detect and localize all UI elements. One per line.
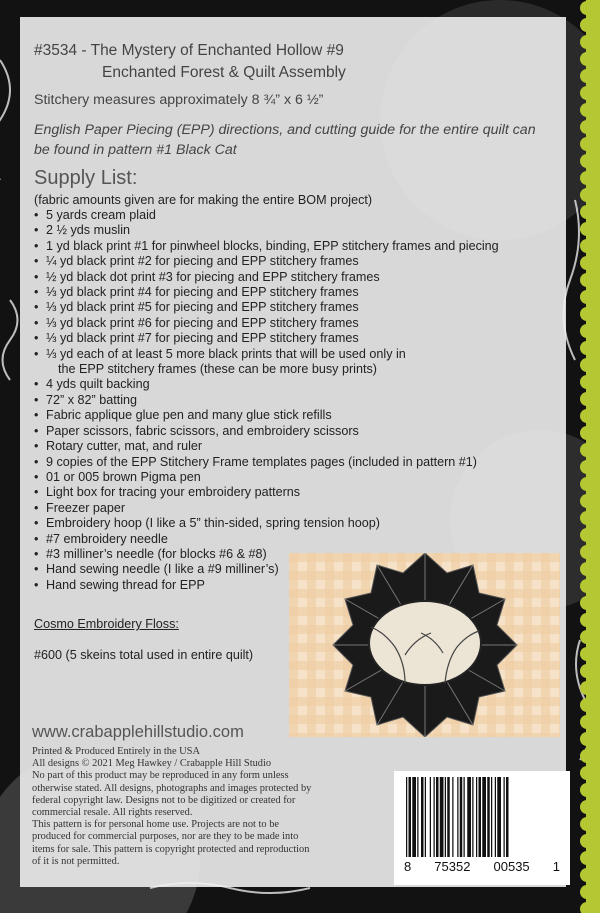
list-item: • ½ yd black dot print #3 for piecing and EPP stitchery frames [34, 270, 554, 285]
page-title [34, 40, 346, 84]
list-item: • Freezer paper [34, 501, 554, 516]
list-item: • #3 milliner’s needle (for blocks #6 & #8) [34, 547, 554, 562]
list-item: • 2 ½ yds muslin [34, 223, 554, 238]
legal-line: otherwise stated. All designs, photographs and images protected by [32, 782, 312, 794]
list-item: • 72” x 82” batting [34, 393, 554, 408]
legal-text [32, 746, 392, 868]
list-item: • #7 embroidery needle [34, 532, 554, 547]
barcode-digits [404, 859, 560, 874]
list-item-line-2: the EPP stitchery frames (these can be more busy prints) [58, 362, 377, 377]
barcode-bars [404, 777, 560, 859]
barcode-digit-group: 1 [552, 859, 560, 874]
list-item: • ¼ yd black print #2 for piecing and EPP stitchery frames [34, 254, 554, 269]
supply-list [34, 208, 554, 593]
floss-heading: Cosmo Embroidery Floss: [34, 617, 179, 631]
list-item: • Rotary cutter, mat, and ruler [34, 439, 554, 454]
legal-line: This pattern is for personal home use. Projects are not to be [32, 819, 280, 831]
barcode-digit-group: 8 [404, 859, 412, 874]
list-item-line-1: ⅓ yd each of at least 5 more black prints that will be used only in [46, 346, 406, 361]
barcode-digit-group: 00535 [493, 859, 530, 874]
list-item: • ⅓ yd black print #4 for piecing and EPP stitchery frames [34, 285, 554, 300]
list-item: • ⅓ yd black print #5 for piecing and EPP stitchery frames [34, 300, 554, 315]
title-line-2: Enchanted Forest & Quilt Assembly [102, 64, 346, 81]
legal-line: commercial resale. All rights reserved. [32, 807, 193, 819]
quilt-block-image [289, 553, 560, 737]
legal-line: Printed & Produced Entirely in the USA [32, 746, 200, 757]
legal-line: produced for commercial purposes, nor are they to be made into [32, 831, 299, 843]
floss-detail: #600 (5 skeins total used in entire quilt) [34, 648, 254, 662]
list-item: • Light box for tracing your embroidery patterns [34, 485, 554, 500]
supply-list-note: (fabric amounts given are for making the entire BOM project) [34, 193, 373, 207]
title-line-1: #3534 - The Mystery of Enchanted Hollow #9 [34, 42, 344, 59]
list-item: • 01 or 005 brown Pigma pen [34, 470, 554, 485]
list-item: • ⅓ yd black print #6 for piecing and EPP stitchery frames [34, 316, 554, 331]
list-item: • Embroidery hoop (I like a 5” thin-sided, spring tension hoop) [34, 516, 554, 531]
legal-line: No part of this product may be reproduced in any form unless [32, 770, 289, 782]
scallop-edge [580, 0, 600, 913]
list-item: • 9 copies of the EPP Stitchery Frame templates pages (included in pattern #1) [34, 455, 554, 470]
stitchery-measurement: Stitchery measures approximately 8 ¾” x 6 ½” [34, 92, 324, 108]
list-item: • ⅓ yd black print #7 for piecing and EPP stitchery frames [34, 331, 554, 346]
barcode [394, 771, 570, 885]
list-item: • Paper scissors, fabric scissors, and embroidery scissors [34, 424, 554, 439]
list-item: • Hand sewing needle (I like a #9 milliner’s) [34, 562, 554, 577]
list-item: • 1 yd black print #1 for pinwheel blocks, binding, EPP stitchery frames and piecing [34, 239, 554, 254]
list-item: • Hand sewing thread for EPP [34, 578, 554, 593]
supply-list-heading: Supply List: [34, 167, 138, 189]
list-item: • 4 yds quilt backing [34, 377, 554, 392]
barcode-digit-group: 75352 [434, 859, 471, 874]
legal-line: All designs © 2021 Meg Hawkey / Crabapple Hill Studio [32, 758, 272, 770]
epp-note: English Paper Piecing (EPP) directions, and cutting guide for the entire quilt can be found in pattern #1 Black Cat [34, 122, 536, 158]
legal-line: items for sale. This pattern is copyright protected and reproduction [32, 843, 310, 855]
website-link[interactable]: www.crabapplehillstudio.com [32, 723, 244, 741]
legal-line: of it is not permitted. [32, 855, 120, 867]
list-item [34, 347, 554, 378]
legal-line: federal copyright law. Designs not to be digitized or created for [32, 794, 296, 806]
list-item: • 5 yards cream plaid [34, 208, 554, 223]
list-item: • Fabric applique glue pen and many glue stick refills [34, 408, 554, 423]
